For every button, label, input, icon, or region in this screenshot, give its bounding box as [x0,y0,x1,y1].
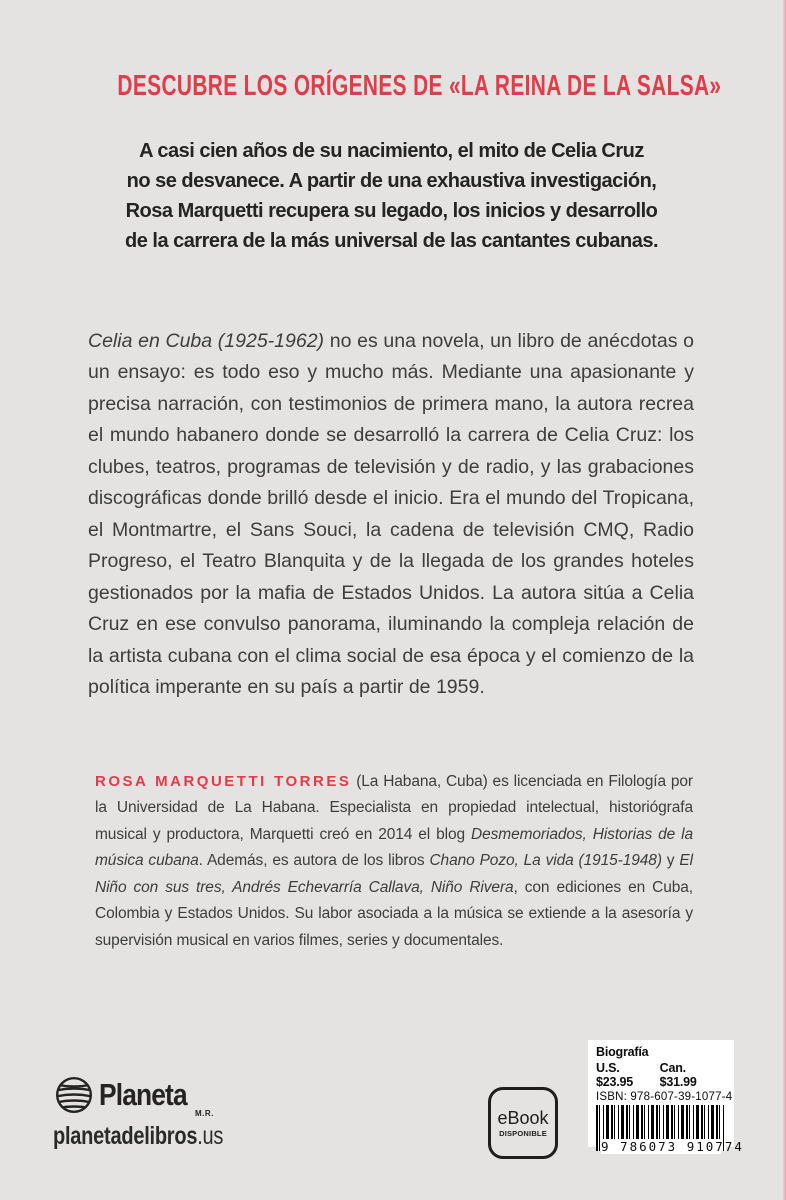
planeta-wordmark: Planeta [99,1077,187,1112]
globe-icon [54,1075,94,1115]
barcode-prices [596,1061,726,1089]
isbn-label: ISBN: 978-607-39-1077-4 [596,1091,733,1103]
barcode-panel [588,1040,744,1154]
book2-title-italic: El Niño con sus tres, Andrés Echevarría Callava, Niño Rivera [95,852,693,896]
website-url [53,1122,223,1151]
website-tld: .us [197,1122,224,1150]
price-us: U.S. $23.95 [596,1061,634,1089]
headline-banner [0,70,783,103]
intro-line: de la carrera de la más universal de las cantantes cubanas. [124,230,658,252]
intro-line: A casi cien años de su nacimiento, el mito de Celia Cruz [139,140,644,162]
planeta-logo [54,1075,214,1118]
intro-line: no se desvanece. A partir de una exhaustiva investigación, [126,170,657,192]
author-name: ROSA MARQUETTI TORRES [95,772,352,790]
ebook-label: eBook [497,1107,549,1128]
barcode-category: Biografía [596,1045,649,1059]
price-can: Can. $31.99 [659,1061,697,1089]
ean-number: 9 786073 910774 [601,1139,744,1154]
intro-line: Rosa Marquetti recupera su legado, los inicios y desarrollo [125,200,658,222]
book-title-italic: Celia en Cuba (1925-1962) [88,329,325,352]
ebook-sublabel: DISPONIBLE [499,1128,547,1138]
headline-text: DESCUBRE LOS ORÍGENES DE «LA REINA DE LA SALSA» [117,70,722,102]
trademark-label: M.R. [195,1109,214,1118]
bio-text: (La Habana, Cuba) es licenciada en Filología por la Universidad de La Habana. Especialista en propiedad intelectual, historiógrafa musical y productora, Marquetti creó en 2014 el blog [95,772,693,843]
bio-text: y [661,852,680,869]
intro-paragraph [0,136,783,256]
author-bio-paragraph [95,769,693,955]
bio-text: . Además, es autora de los libros [198,852,430,869]
website-name: planetadelibros [53,1122,198,1150]
book1-title-italic: Chano Pozo, La vida (1915-1948) [429,852,662,869]
bio-text: , con ediciones en Cuba, Colombia y Estados Unidos. Su labor asociada a la música se extiende a la asesoría y supervisión musical en varios filmes, series y documentales. [95,878,693,949]
ebook-badge [488,1087,558,1159]
synopsis-text: no es una novela, un libro de anécdotas o un ensayo: es todo eso y mucho más. Mediante una apasionante y precisa narración, con testimonios de primera mano, la autora recrea el mundo habanero donde se desarrolló la carrera de Celia Cruz: los clubes, teatros, programas de televisión y de radio, y las grabaciones discográficas donde brilló desde el inicio. Era el mundo del Tropicana, el Montmartre, el Sans Souci, la cadena de televisión CMQ, Radio Progreso, el Teatro Blanquita y de la llegada de los grandes hoteles gestionados por la mafia de Estados Unidos. La autora sitúa a Celia Cruz en ese convulso panorama, iluminando la compleja relación de la artista cubana con el clima social de esa época y el comienzo de la política imperante en su país a partir de 1959. [88,329,694,698]
synopsis-paragraph [88,326,694,704]
blog-title-italic: Desmemoriados, Historias de la música cubana [95,825,693,869]
